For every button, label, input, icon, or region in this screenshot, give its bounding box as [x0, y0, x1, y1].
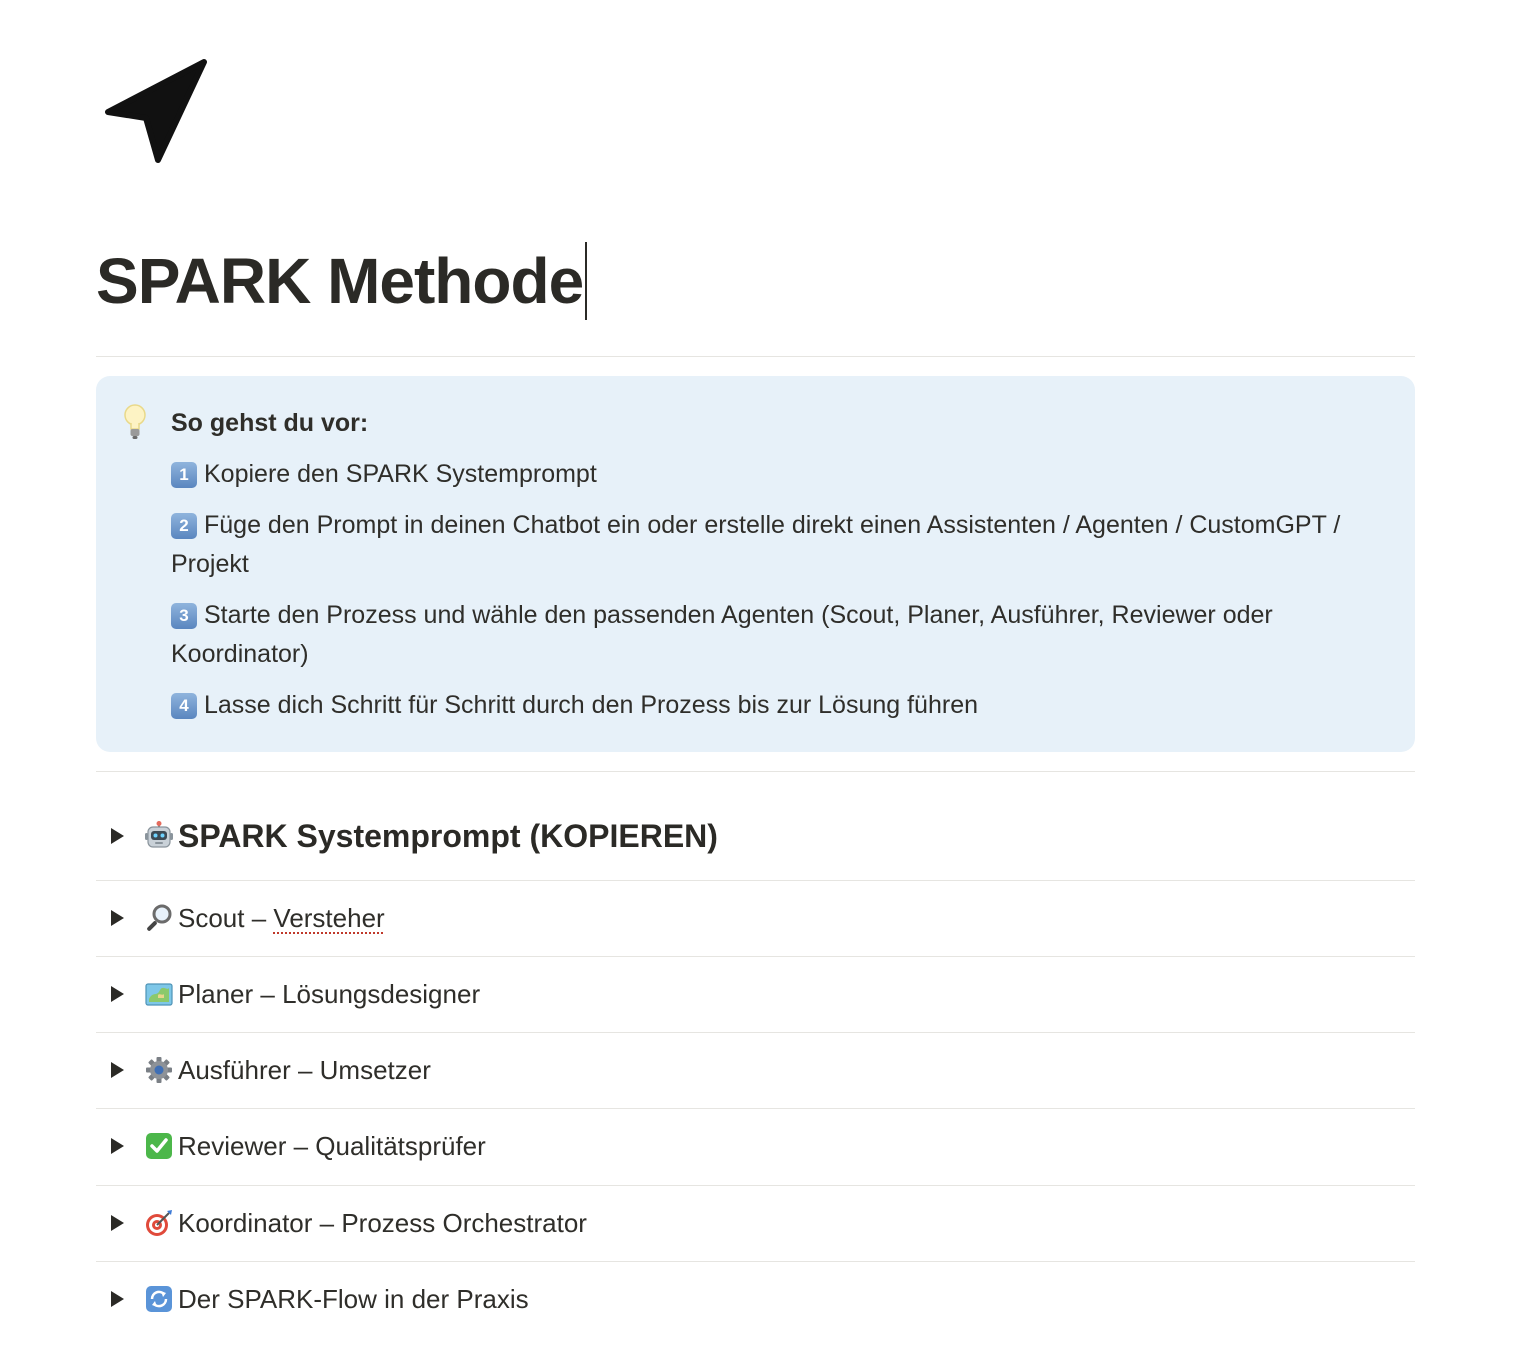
- toggle-label[interactable]: Planer – Lösungsdesigner: [178, 978, 481, 1009]
- toggle-arrow-icon[interactable]: [111, 986, 124, 1002]
- page-icon[interactable]: [100, 56, 216, 172]
- number-3-icon: 3: [171, 603, 197, 629]
- step-text: Starte den Prozess und wähle den passenden Agenten (Scout, Planer, Ausführer, Reviewer oder Koordinator): [171, 601, 1273, 668]
- toggle-ausfuehrer[interactable]: [96, 1032, 1415, 1108]
- navigation-arrow-icon: [100, 56, 216, 172]
- page-title[interactable]: SPARK Methode: [96, 245, 584, 317]
- step-text: Lasse dich Schritt für Schritt durch den Prozess bis zur Lösung führen: [204, 691, 978, 719]
- toggle-scout[interactable]: [96, 880, 1415, 956]
- spellcheck-word: Versteher: [273, 902, 385, 933]
- callout-step: [171, 455, 1396, 494]
- callout-heading: So gehst du vor:: [171, 409, 369, 437]
- target-icon: [144, 1208, 174, 1238]
- callout-body: [171, 404, 1396, 737]
- toggle-arrow-icon[interactable]: [111, 1062, 124, 1078]
- toggle-label[interactable]: Reviewer – Qualitätsprüfer: [178, 1130, 486, 1161]
- magnifier-icon: [144, 903, 174, 933]
- number-2-icon: 2: [171, 513, 197, 539]
- toggle-arrow-icon[interactable]: [111, 1138, 124, 1154]
- check-mark-icon: [144, 1131, 174, 1161]
- callout-step: [171, 686, 1396, 725]
- toggle-label[interactable]: SPARK Systemprompt (KOPIEREN): [178, 817, 718, 854]
- toggle-spark-flow[interactable]: [96, 1261, 1415, 1337]
- toggle-arrow-icon[interactable]: [111, 1291, 124, 1307]
- toggle-label-prefix: Scout –: [178, 902, 274, 933]
- gear-icon: [144, 1055, 174, 1085]
- callout-box[interactable]: [96, 376, 1415, 752]
- number-4-icon: 4: [171, 693, 197, 719]
- robot-icon: [144, 821, 174, 851]
- toggle-systemprompt[interactable]: [96, 798, 1415, 874]
- step-text: Kopiere den SPARK Systemprompt: [204, 460, 597, 488]
- toggle-arrow-icon[interactable]: [111, 1215, 124, 1231]
- divider: [96, 771, 1415, 772]
- toggle-label[interactable]: [178, 903, 385, 934]
- toggle-arrow-icon[interactable]: [111, 910, 124, 926]
- toggle-reviewer[interactable]: [96, 1108, 1415, 1184]
- cycle-arrows-icon: [144, 1284, 174, 1314]
- map-icon: [144, 979, 174, 1009]
- callout-step: [171, 596, 1396, 674]
- toggle-arrow-icon[interactable]: [111, 828, 124, 844]
- page-title-container[interactable]: [96, 236, 587, 326]
- callout-step: [171, 506, 1396, 584]
- number-1-icon: 1: [171, 462, 197, 488]
- toggle-planer[interactable]: [96, 956, 1415, 1032]
- text-cursor: [585, 242, 587, 320]
- toggle-koordinator[interactable]: [96, 1185, 1415, 1261]
- divider: [96, 356, 1415, 357]
- toggle-label[interactable]: Der SPARK-Flow in der Praxis: [178, 1283, 529, 1314]
- toggle-label[interactable]: Koordinator – Prozess Orchestrator: [178, 1207, 587, 1238]
- toggle-label[interactable]: Ausführer – Umsetzer: [178, 1054, 431, 1085]
- lightbulb-icon: [120, 402, 150, 442]
- step-text: Füge den Prompt in deinen Chatbot ein oder erstelle direkt einen Assistenten / Agenten / CustomGPT / Projekt: [171, 511, 1341, 578]
